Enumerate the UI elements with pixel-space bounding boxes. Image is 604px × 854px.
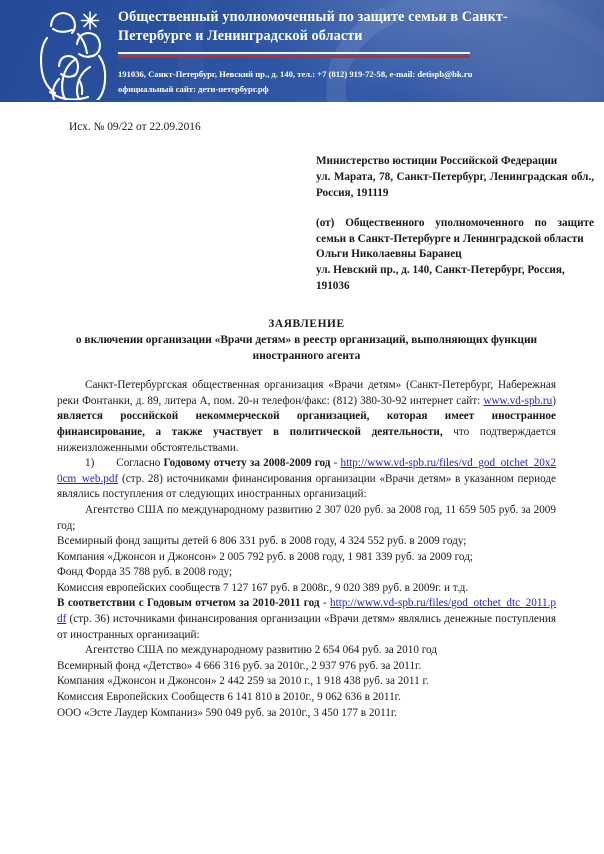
- clause-1-number: 1): [85, 457, 95, 470]
- clause-1-tail: (стр. 28) источниками финансирования организации «Врачи детям» в указанном периоде являлись поступления от следующих иностранных организаций:: [57, 472, 556, 501]
- donor-item: Компания «Джонсон и Джонсон» 2 005 792 руб. в 2008 году, 1 981 339 руб. за 2009 год;: [57, 550, 473, 563]
- annual-report-2008-2009-link[interactable]: http://www.vd-spb.ru/files/vd_god_otchet_20x20cm_web.pdf: [57, 457, 557, 485]
- organization-logo: [33, 4, 113, 100]
- intro-bold-claim: является российской некоммерческой организацией, которая имеет иностранное финансирование, а также участвует в политической деятельности,: [57, 410, 556, 438]
- intro-text-2: ): [552, 394, 556, 407]
- letterhead-text-block: [118, 8, 594, 96]
- letterhead-banner: [0, 0, 604, 102]
- document-heading: ЗАЯВЛЕНИЕ: [268, 318, 345, 331]
- document-subtitle: о включении организации «Врачи детям» в реестр организаций, выполняющих функции иностранного агента: [75, 334, 538, 363]
- addressee-ministry: Министерство юстиции Российской Федерации: [316, 155, 558, 168]
- intro-paragraph: [57, 378, 556, 456]
- donor-item: Комиссия Европейских Сообществ 6 141 810 в 2010г., 9 062 636 в 2011г.: [57, 691, 401, 704]
- spacer: [57, 201, 556, 216]
- clause-2-report-name: В соответствии с Годовым отчетом за 2010-2011 год: [57, 597, 320, 610]
- clause-2-dash: -: [319, 597, 331, 610]
- donor-item: ООО «Эсте Лаудер Компаниз» 590 049 руб. за 2010г., 3 450 177 в 2011г.: [57, 706, 397, 719]
- organization-title: Общественный уполномоченный по защите семьи в Санкт-Петербурге и Ленинградской области: [118, 9, 508, 44]
- sender-block: [316, 216, 594, 294]
- vd-spb-site-link[interactable]: www.vd-spb.ru: [483, 394, 553, 407]
- donor-item: Всемирный фонд «Детство» 4 666 316 руб. за 2010г., 2 937 976 руб. за 2011г.: [57, 659, 422, 672]
- donor-item: Агентство США по международному развитию 2 307 020 руб. за 2008 год, 11 659 505 руб. за 2009 год;: [57, 503, 556, 532]
- star-icon: [82, 12, 99, 29]
- annual-report-2010-2011-link[interactable]: http://www.vd-spb.ru/files/god_otchet_dtc_2011.pdf: [57, 597, 557, 626]
- donor-item: Всемирный фонд защиты детей 6 806 331 руб. в 2008 году, 4 324 552 руб. в 2009 году;: [57, 535, 467, 548]
- intro-text-3: что подтверждается нижеизложенными обстоятельствами.: [57, 425, 556, 454]
- document-title-block: [57, 316, 556, 364]
- sender-name: Ольги Николаевны Баранец: [316, 248, 462, 261]
- donor-item: Комиссия европейских сообществ 7 127 167 руб. в 2008г., 9 020 389 руб. в 2009г. и т.д.: [57, 581, 469, 594]
- contact-line-website: официальный сайт: дети-петербург.рф: [118, 84, 269, 94]
- donor-item: Компания «Джонсон и Джонсон» 2 442 259 за 2010 г., 1 918 438 руб. за 2011 г.: [57, 675, 429, 688]
- document-content: [57, 378, 556, 721]
- donor-item: Агентство США по международному развитию 2 654 064 руб. за 2010 год: [85, 644, 437, 657]
- contact-line-primary: 191036, Санкт-Петербург, Невский пр., д. 140, тел.: +7 (812) 919-72-58, e-mail: detispb@bk.ru: [118, 69, 473, 79]
- document-body: [0, 102, 604, 721]
- sender-role: (от) Общественного уполномоченного по защите семьи в Санкт-Петербурге и Ленинградской области: [316, 217, 594, 245]
- clause-1-lead: Согласно: [116, 457, 164, 470]
- sender-address: ул. Невский пр., д. 140, Санкт-Петербург, Россия, 191036: [316, 263, 565, 292]
- clause-1-dash: -: [330, 457, 341, 470]
- family-with-star-logo: [33, 4, 113, 100]
- clause-2-paragraph: [57, 596, 556, 643]
- addressee-address: ул. Марата, 78, Санкт-Петербург, Ленинградская обл., Россия, 191119: [316, 171, 594, 199]
- clause-1-paragraph: [57, 456, 556, 503]
- donor-item: Фонд Форда 35 788 руб. в 2008 году;: [57, 566, 233, 579]
- outgoing-number: Исх. № 09/22 от 22.09.2016: [69, 121, 201, 133]
- addressee-block: [316, 154, 594, 201]
- intro-text-1: Санкт-Петербургская общественная организация «Врачи детям» (Санкт-Петербург, Набережная реки Фонтанки, д. 89, литера А, пом. 20-н телефон/факс: (812) 380-30-92 интернет сайт:: [57, 379, 556, 407]
- tricolor-divider: [118, 52, 470, 58]
- clause-2-tail: (стр. 36) источниками финансирования организации «Врачи детям» являлись денежные поступления от иностранных организаций:: [57, 613, 556, 641]
- clause-1-report-name: Годовому отчету за 2008-2009 год: [163, 457, 331, 470]
